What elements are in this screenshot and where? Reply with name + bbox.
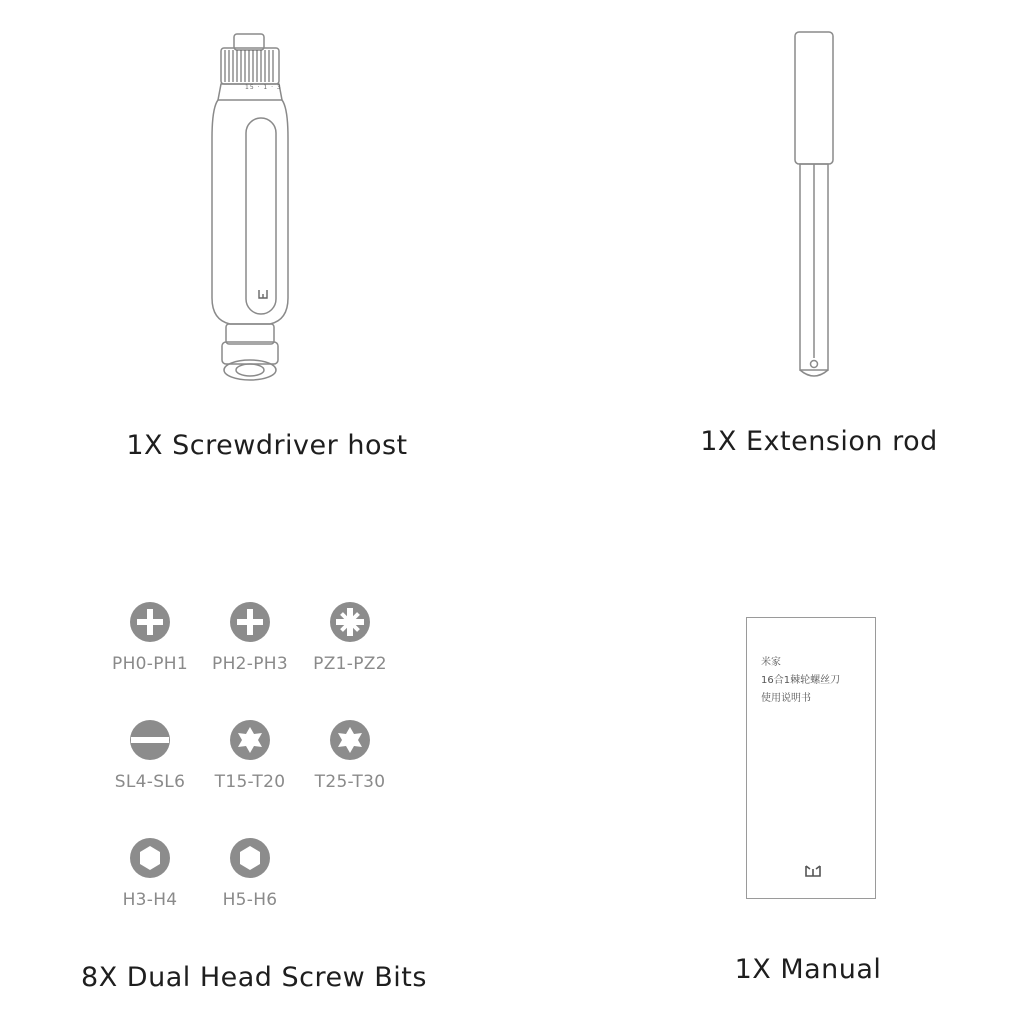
brand-logo-icon [802,860,824,882]
bit-item [300,600,400,718]
bit-label: PZ1-PZ2 [313,654,387,674]
bit-item [100,718,200,836]
phillips-icon [228,600,272,644]
hex-icon [128,836,172,880]
bit-label: PH0-PH1 [112,654,188,674]
phillips-icon [128,600,172,644]
bit-item [300,718,400,836]
bit-label: T15-T20 [214,772,286,792]
torx-icon [328,718,372,762]
screwdriver-handle-marks: 15 · 1 · 3 [245,84,282,91]
screw-bits-grid [100,600,400,930]
screwdriver-host-image [200,28,310,388]
bit-label: PH2-PH3 [212,654,288,674]
bit-item [100,600,200,718]
bit-label: H5-H6 [222,890,278,910]
extension-rod-image [788,28,840,384]
slotted-icon [128,718,172,762]
manual-product-name: 16合1棘轮螺丝刀 [761,675,841,686]
bit-item [100,836,200,954]
bit-item [200,836,300,954]
bit-item [200,600,300,718]
screwdriver-host-caption: 1X Screwdriver host [126,430,408,461]
extension-rod-caption: 1X Extension rod [700,426,938,457]
bit-label: T25-T30 [314,772,386,792]
manual-cover-text [761,654,840,708]
bit-label: H3-H4 [122,890,178,910]
bit-item [200,718,300,836]
manual-caption: 1X Manual [734,954,882,985]
screw-bits-caption: 8X Dual Head Screw Bits [81,962,427,993]
hex-icon [228,836,272,880]
manual-brand: 米家 [761,657,781,668]
torx-icon [228,718,272,762]
pozidriv-icon [328,600,372,644]
manual-booklet [746,617,876,899]
bit-label: SL4-SL6 [114,772,186,792]
manual-title: 使用说明书 [761,693,811,704]
